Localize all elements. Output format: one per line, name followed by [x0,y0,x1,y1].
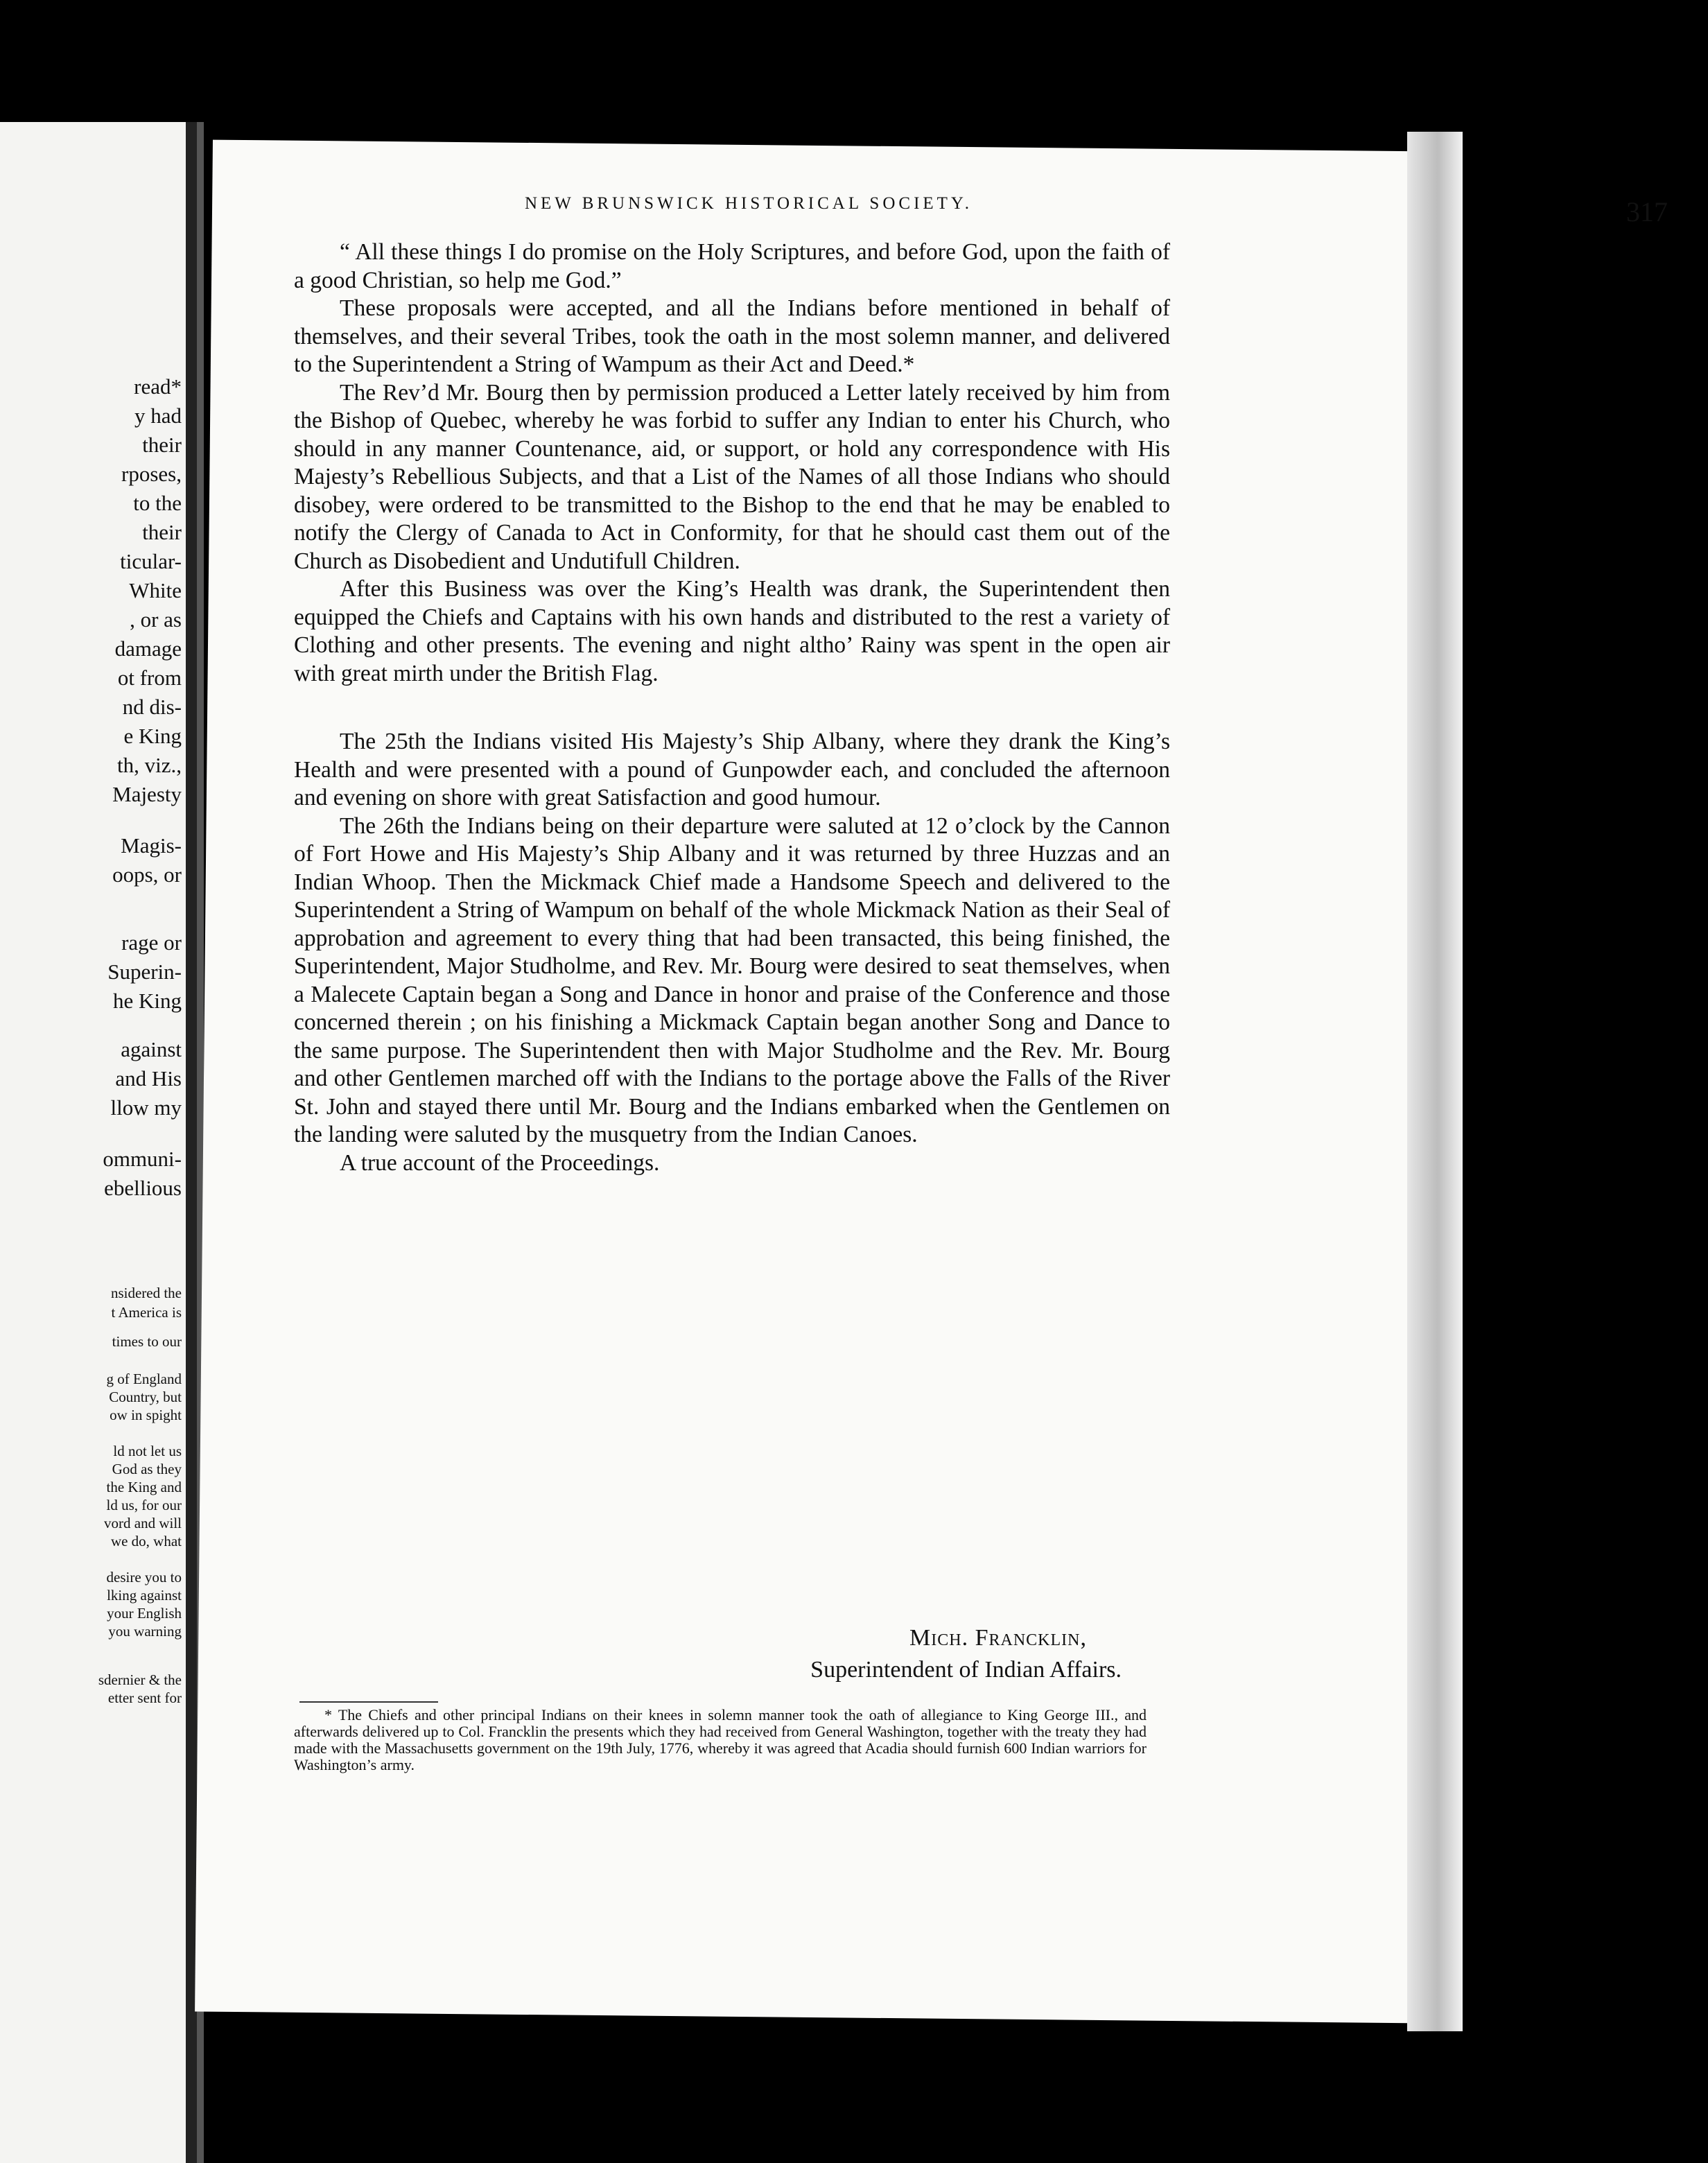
body-text [294,238,1170,1177]
left-facing-page [0,122,186,2163]
left-page-line: against [121,1037,182,1061]
left-page-line: read* [134,374,182,399]
left-page-line: , or as [130,607,182,632]
paragraph: The Rev’d Mr. Bourg then by permission produced a Letter lately received by him from the Bishop of Quebec, whereby he was forbid to suffer any Indian to enter his Church, who should in any manner Countenance, aid, or support, or hold any correspondence with His Majesty’s Rebellious Subjects, and that a List of the Names of all those Indians who should disobey, were ordered to be transmitted to the Bishop to the end that he may be enabled to notify the Clergy of Canada to Act in Conformity, for that he should cast them out of the Church as Disobedient and Undutifull Children. [294,379,1170,574]
left-footnote-line: vord and will [104,1515,182,1531]
left-footnote-line: lking against [107,1587,182,1604]
book-gutter [186,122,197,2163]
left-footnote-line: sdernier & the [98,1671,182,1688]
footnote: * The Chiefs and other principal Indians on their knees in solemn manner took the oath of allegiance to King George III., and afterwards delivered up to Col. Francklin the presents which they had received from General Washington, together with the treaty they had made with the Massachusetts government on the 19th July, 1776, whereby it was agreed that Acadia should furnish 600 Indian warriors for Washington’s army. [294,1706,1147,1773]
left-page-line: ommuni- [103,1147,182,1171]
left-footnote-line: the King and [106,1479,182,1495]
paragraph: A true account of the Proceedings. [340,1149,660,1176]
left-footnote-line: ld us, for our [106,1497,182,1513]
left-footnote-line: ow in spight [110,1407,182,1423]
left-page-line: th, viz., [117,753,182,777]
paragraph: These proposals were accepted, and all the Indians before mentioned in behalf of themselves, and their several Tribes, took the oath in the most solemn manner, and delivered to the Superintendent a String of Wampum as their Act and Deed.* [294,295,1170,377]
left-footnote-line: Country, but [109,1389,182,1405]
left-footnote-line: you warning [108,1623,182,1640]
left-page-line: ot from [117,666,182,690]
left-page-line: ticular- [120,549,182,573]
paragraph: The 26th the Indians being on their departure were saluted at 12 o’clock by the Cannon of Fort Howe and His Majesty’s Ship Albany and it was returned by three Huzzas and an Indian Whoop. Then the Mickmack Chief made a Handsome Speech and delivered to the Superintendent a String of Wampum on behalf of the whole Mickmack Nation as their Seal of approbation and agreement to every thing that had been transacted, this being finished, the Superintendent, Major Studholme, and Rev. Mr. Bourg were desired to seat themselves, when a Malecete Captain began a Song and Dance in honor and praise of the Conference and those concerned therein ; on his finishing a Mickmack Captain began another Song and Dance to the same purpose. The Superintendent then with Major Studholme and the Rev. Mr. Bourg and other Gentlemen marched off with the Indians to the portage above the Falls of the River St. John and stayed there until Mr. Bourg and the Indians embarked when the Gentlemen on the landing were saluted by the musquetry from the Indian Canoes. [294,813,1170,1147]
left-page-line: he King [112,989,182,1013]
left-page-line: y had [134,403,182,428]
left-page-line: rage or [121,930,182,955]
running-head: NEW BRUNSWICK HISTORICAL SOCIETY. [524,194,973,213]
left-footnote-line: we do, what [110,1533,182,1549]
left-page-line: Magis- [121,833,182,858]
left-footnote-line: desire you to [106,1569,182,1586]
left-footnote-line: God as they [112,1461,182,1477]
page-number: 317 [1626,196,1668,227]
footnote-rule [299,1701,438,1703]
paragraph: “ All these things I do promise on the Holy Scriptures, and before God, upon the faith of a good Christian, so help me God.” [294,239,1170,293]
left-page-line: rposes, [121,462,182,486]
left-footnote-line: times to our [112,1333,182,1350]
left-page-line: llow my [110,1095,182,1120]
page-edge [1407,132,1463,2031]
left-page-line: e King [123,724,182,748]
signature-title: Superintendent of Indian Affairs. [810,1657,1122,1683]
left-page-line: nd dis- [122,695,182,719]
left-page-line: ebellious [104,1176,182,1200]
left-footnote-line: t America is [111,1304,182,1321]
left-footnote-line: ld not let us [113,1443,182,1459]
left-page-line: their [142,433,182,457]
left-page-line: their [142,520,182,544]
left-footnote-line: nsidered the [110,1285,182,1301]
left-page-line: White [129,578,182,602]
left-footnote-line: etter sent for [107,1689,182,1706]
left-footnote-line: g of England [106,1371,182,1387]
left-page-line: and His [115,1066,182,1091]
left-page-line: oops, or [112,862,182,887]
left-footnote-line: your English [107,1605,182,1622]
paragraph: The 25th the Indians visited His Majesty’s Ship Albany, where they drank the King’s Health and were presented with a pound of Gunpowder each, and concluded the afternoon and evening on shore with great Satisfaction and good humour. [294,729,1170,810]
left-page-line: to the [133,491,182,515]
paragraph: After this Business was over the King’s Health was drank, the Superintendent then equipped the Chiefs and Captains with his own hands and distributed to the rest a variety of Clothing and other presents. The evening and night altho’ Rainy was spent in the open air with great mirth under the British Flag. [294,576,1170,686]
left-page-line: damage [114,636,182,661]
left-page-line: Majesty [112,782,182,806]
left-page-line: Superin- [107,959,182,984]
signature-name: Mich. Francklin, [909,1625,1087,1651]
